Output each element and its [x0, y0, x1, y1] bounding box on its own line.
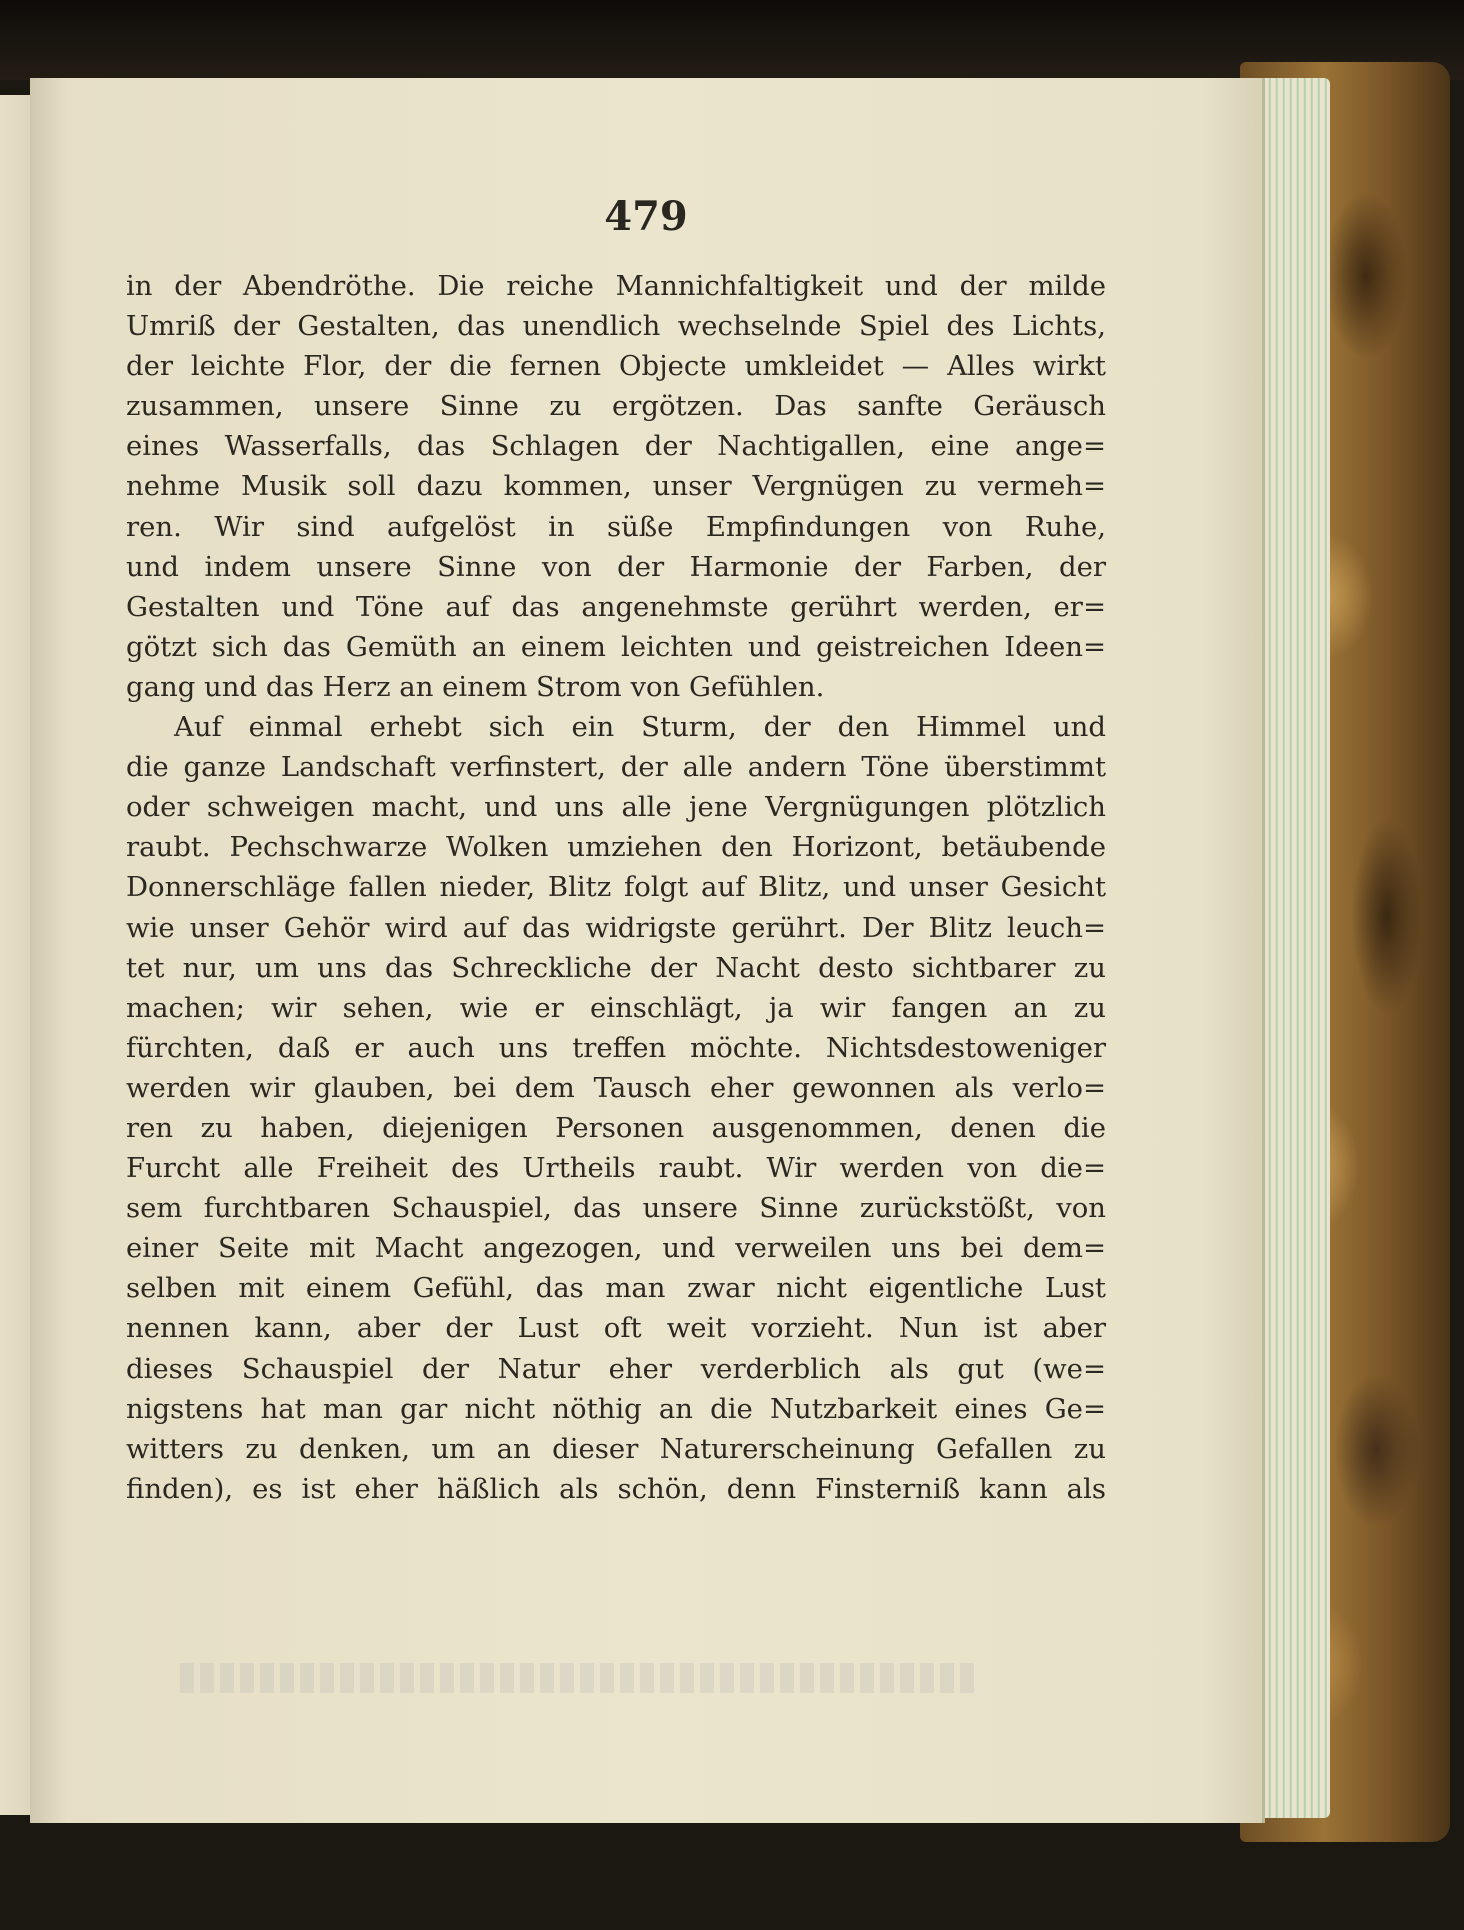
text-line: ren. Wir sind aufgelöst in süße Empfindungen von Ruhe, — [126, 510, 1106, 543]
text-line: finden), es ist eher häßlich als schön, denn Finsterniß kann als — [126, 1472, 1106, 1505]
text-line: witters zu denken, um an dieser Naturerscheinung Gefallen zu — [126, 1432, 1106, 1465]
paragraph-start-line: Auf einmal erhebt sich ein Sturm, der den Himmel und — [174, 711, 1106, 744]
text-line: Furcht alle Freiheit des Urtheils raubt. Wir werden von die= — [126, 1152, 1106, 1185]
text-line: Umriß der Gestalten, das unendlich wechselnde Spiel des Lichts, — [126, 310, 1106, 343]
body-text — [126, 266, 1106, 1509]
text-line: nennen kann, aber der Lust oft weit vorzieht. Nun ist aber — [126, 1312, 1106, 1345]
text-line: ren zu haben, diejenigen Personen ausgenommen, denen die — [126, 1111, 1106, 1144]
text-line: der leichte Flor, der die fernen Objecte umkleidet — Alles wirkt — [126, 350, 1106, 383]
text-line: und indem unsere Sinne von der Harmonie der Farben, der — [126, 550, 1106, 583]
text-line: wie unser Gehör wird auf das widrigste gerührt. Der Blitz leuch= — [126, 911, 1106, 944]
text-line: oder schweigen macht, und uns alle jene Vergnügungen plötzlich — [126, 791, 1106, 824]
text-line: zusammen, unsere Sinne zu ergötzen. Das sanfte Geräusch — [126, 390, 1106, 423]
text-line: tet nur, um uns das Schreckliche der Nacht desto sichtbarer zu — [126, 951, 1106, 984]
text-line: götzt sich das Gemüth an einem leichten und geistreichen Ideen= — [126, 630, 1106, 663]
page-number: 479 — [604, 193, 688, 240]
bleed-through-smudge — [180, 1663, 980, 1693]
text-line: werden wir glauben, bei dem Tausch eher gewonnen als verlo= — [126, 1071, 1106, 1104]
text-line: dieses Schauspiel der Natur eher verderblich als gut (we= — [126, 1352, 1106, 1385]
text-line: nigstens hat man gar nicht nöthig an die Nutzbarkeit eines Ge= — [126, 1392, 1106, 1425]
text-line: raubt. Pechschwarze Wolken umziehen den Horizont, betäubende — [126, 831, 1106, 864]
text-line: nehme Musik soll dazu kommen, unser Vergnügen zu vermeh= — [126, 470, 1106, 503]
text-line: Donnerschläge fallen nieder, Blitz folgt auf Blitz, und unser Gesicht — [126, 871, 1106, 904]
text-line: fürchten, daß er auch uns treffen möchte. Nichtsdestoweniger — [126, 1031, 1106, 1064]
text-line: selben mit einem Gefühl, das man zwar nicht eigentliche Lust — [126, 1272, 1106, 1305]
text-line: die ganze Landschaft verfinstert, der alle andern Töne überstimmt — [126, 751, 1106, 784]
book-page — [30, 78, 1265, 1823]
text-line: in der Abendröthe. Die reiche Mannichfaltigkeit und der milde — [126, 270, 1106, 302]
text-line: einer Seite mit Macht angezogen, und verweilen uns bei dem= — [126, 1232, 1106, 1265]
paragraph-end-line: gang und das Herz an einem Strom von Gefühlen. — [126, 670, 825, 703]
text-line: machen; wir sehen, wie er einschlägt, ja wir fangen an zu — [126, 991, 1106, 1024]
text-line: eines Wasserfalls, das Schlagen der Nachtigallen, eine ange= — [126, 430, 1106, 463]
text-line: Gestalten und Töne auf das angenehmste gerührt werden, er= — [126, 590, 1106, 623]
text-line: sem furchtbaren Schauspiel, das unsere Sinne zurückstößt, von — [126, 1192, 1106, 1225]
